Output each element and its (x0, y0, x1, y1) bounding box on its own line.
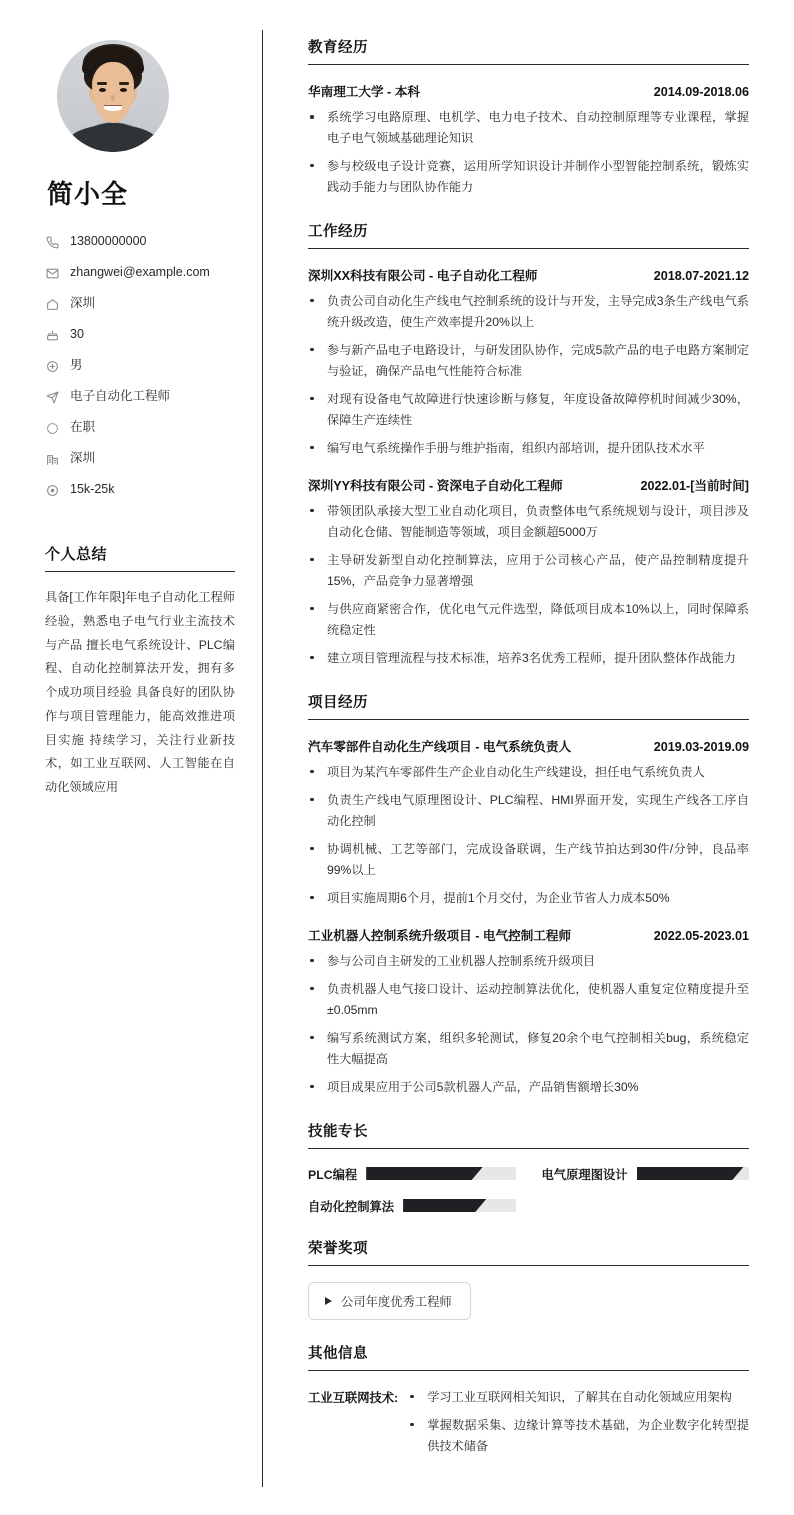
skill-progress-track (366, 1167, 515, 1180)
award-tag[interactable] (308, 1282, 471, 1320)
contact-value-age: 30 (70, 327, 84, 342)
contact-row-salary (45, 477, 235, 503)
projects-heading: 项目经历 (308, 691, 749, 720)
summary-heading: 个人总结 (45, 543, 235, 572)
education-heading: 教育经历 (308, 36, 749, 65)
skill-grid (308, 1165, 749, 1215)
contact-value-salary: 15k-25k (70, 482, 115, 497)
entry-bullets (308, 501, 749, 669)
section-work (308, 220, 749, 669)
bullet-item: 掌握数据采集、边缘计算等技术基础，为企业数字化转型提供技术储备 (408, 1415, 749, 1457)
bullet-item: 编写电气系统操作手册与维护指南，组织内部培训，提升团队技术水平 (308, 438, 749, 459)
awards-heading: 荣誉奖项 (308, 1237, 749, 1266)
contact-value-gender: 男 (70, 358, 83, 373)
award-label: 公司年度优秀工程师 (341, 1294, 452, 1309)
summary-text: 具备[工作年限]年电子自动化工程师经验，熟悉电子电气行业主流技术与产品 擅长电气系统设计、PLC编程、自动化控制算法开发，拥有多个成功项目经验 具备良好的团队协作与项目管理能力，能高效推进项目实施 持续学习，关注行业新技术，如工业互联网、人工智能在自动化领域应用 (45, 590, 235, 795)
bullet-item: 项目为某汽车零部件生产企业自动化生产线建设，担任电气系统负责人 (308, 762, 749, 783)
bullet-item: 主导研发新型自动化控制算法，应用于公司核心产品，使产品控制精度提升15%，产品竞争力显著增强 (308, 550, 749, 592)
bullet-item: 带领团队承接大型工业自动化项目，负责整体电气系统规划与设计，项目涉及自动化仓储、智能制造等领域，项目金额超5000万 (308, 501, 749, 543)
building-icon (45, 452, 59, 466)
section-projects (308, 691, 749, 1098)
eye-left (99, 88, 107, 92)
skill-label: 电气原理图设计 (541, 1167, 628, 1182)
bullet-item: 参与公司自主研发的工业机器人控制系统升级项目 (308, 951, 749, 972)
entry-bullets (308, 107, 749, 198)
contact-row-age (45, 322, 235, 348)
contact-row-gender (45, 353, 235, 379)
envelope-icon (45, 266, 59, 280)
contact-row-city (45, 446, 235, 472)
main-content (263, 0, 794, 1515)
bullet-item: 系统学习电路原理、电机学、电力电子技术、自动控制原理等专业课程，掌握电子电气领域基础理论知识 (308, 107, 749, 149)
contact-row-phone (45, 229, 235, 255)
bullet-item: 负责生产线电气原理图设计、PLC编程、HMI界面开发，实现生产线各工序自动化控制 (308, 790, 749, 832)
skill-progress-fill (637, 1167, 744, 1180)
contact-value-phone: 13800000000 (70, 234, 147, 249)
contact-value-status: 在职 (70, 420, 96, 435)
bullet-item: 负责公司自动化生产线电气控制系统的设计与开发，主导完成3条生产线电气系统升级改造，使生产效率提升20%以上 (308, 291, 749, 333)
project-entry (308, 736, 749, 909)
face-shape (92, 62, 135, 122)
skills-heading: 技能专长 (308, 1120, 749, 1149)
section-education (308, 36, 749, 198)
contact-list (45, 229, 235, 503)
work-entry (308, 265, 749, 459)
bullet-item: 项目成果应用于公司5款机器人产品，产品销售额增长30% (308, 1077, 749, 1098)
entry-date: 2018.07-2021.12 (653, 268, 749, 283)
contact-row-email (45, 260, 235, 286)
nose (111, 95, 115, 101)
bullet-item: 编写系统测试方案，组织多轮测试，修复20余个电气控制相关bug，系统稳定性大幅提高 (308, 1028, 749, 1070)
sidebar (0, 0, 263, 1515)
eyebrow-right (119, 82, 129, 85)
skill-label: 自动化控制算法 (308, 1199, 395, 1214)
education-entry (308, 81, 749, 198)
work-entry (308, 475, 749, 669)
contact-row-status (45, 415, 235, 441)
bullet-item: 负责机器人电气接口设计、运动控制算法优化，使机器人重复定位精度提升至±0.05mm (308, 979, 749, 1021)
section-awards (308, 1237, 749, 1320)
skill-item (308, 1165, 516, 1183)
skill-progress-fill (403, 1199, 486, 1212)
entry-title: 深圳XX科技有限公司 - 电子自动化工程师 (308, 268, 538, 283)
skill-progress-track (637, 1167, 749, 1180)
triangle-play-icon (325, 1297, 332, 1305)
portrait-photo-icon (57, 40, 169, 152)
entry-bullets (308, 762, 749, 909)
entry-header (308, 81, 749, 100)
entry-header (308, 475, 749, 494)
entry-date: 2022.01-[当前时间] (640, 478, 749, 493)
entry-title: 汽车零部件自动化生产线项目 - 电气系统负责人 (308, 739, 572, 754)
entry-header (308, 925, 749, 944)
other-heading: 其他信息 (308, 1342, 749, 1371)
entry-title: 深圳YY科技有限公司 - 资深电子自动化工程师 (308, 478, 563, 493)
entry-bullets (308, 291, 749, 459)
status-refresh-icon (45, 421, 59, 435)
contact-value-city: 深圳 (70, 451, 96, 466)
work-heading: 工作经历 (308, 220, 749, 249)
home-icon (45, 297, 59, 311)
other-group (308, 1387, 749, 1464)
skill-progress-fill (366, 1167, 482, 1180)
gender-icon (45, 359, 59, 373)
paper-plane-icon (45, 390, 59, 404)
skill-item (542, 1165, 750, 1183)
entry-title: 工业机器人控制系统升级项目 - 电气控制工程师 (308, 928, 572, 943)
entry-title: 华南理工大学 - 本科 (308, 85, 420, 99)
eyebrow-left (97, 82, 107, 85)
mouth (104, 105, 122, 111)
award-list (308, 1282, 749, 1320)
other-bullets (408, 1387, 749, 1464)
skill-label: PLC编程 (308, 1167, 358, 1182)
section-other-info (308, 1342, 749, 1464)
entry-date: 2014.09-2018.06 (653, 85, 749, 99)
other-group-label: 工业互联网技术: (308, 1390, 399, 1405)
skill-progress-track (403, 1199, 515, 1212)
entry-header (308, 736, 749, 755)
bullet-item: 与供应商紧密合作，优化电气元件选型，降低项目成本10%以上，同时保障系统稳定性 (308, 599, 749, 641)
eye-right (120, 88, 128, 92)
skill-item (308, 1197, 516, 1215)
contact-value-hometown: 深圳 (70, 296, 96, 311)
bullet-item: 建立项目管理流程与技术标准，培养3名优秀工程师，提升团队整体作战能力 (308, 648, 749, 669)
contact-row-hometown (45, 291, 235, 317)
bullet-item: 协调机械、工艺等部门，完成设备联调，生产线节拍达到30件/分钟，良品率99%以上 (308, 839, 749, 881)
bullet-item: 参与校级电子设计竞赛，运用所学知识设计并制作小型智能控制系统，锻炼实践动手能力与团队协作能力 (308, 156, 749, 198)
section-skills (308, 1120, 749, 1215)
entry-header (308, 265, 749, 284)
salary-coin-icon (45, 483, 59, 497)
entry-date: 2019.03-2019.09 (653, 739, 749, 754)
bullet-item: 学习工业互联网相关知识，了解其在自动化领域应用架构 (408, 1387, 749, 1408)
contact-row-position (45, 384, 235, 410)
phone-icon (45, 235, 59, 249)
avatar (57, 40, 169, 152)
contact-value-email: zhangwei@example.com (70, 265, 210, 280)
project-entry (308, 925, 749, 1098)
section-summary (45, 543, 235, 800)
entry-date: 2022.05-2023.01 (653, 928, 749, 943)
birthday-cake-icon (45, 328, 59, 342)
bullet-item: 对现有设备电气故障进行快速诊断与修复，年度设备故障停机时间减少30%，保障生产连续性 (308, 389, 749, 431)
entry-bullets (308, 951, 749, 1098)
person-name: 简小全 (47, 179, 129, 209)
bullet-item: 参与新产品电子电路设计，与研发团队协作，完成5款产品的电子电路方案制定与验证，确保产品电气性能符合标准 (308, 340, 749, 382)
bullet-item: 项目实施周期6个月，提前1个月交付，为企业节省人力成本50% (308, 888, 749, 909)
contact-value-position: 电子自动化工程师 (70, 389, 171, 404)
